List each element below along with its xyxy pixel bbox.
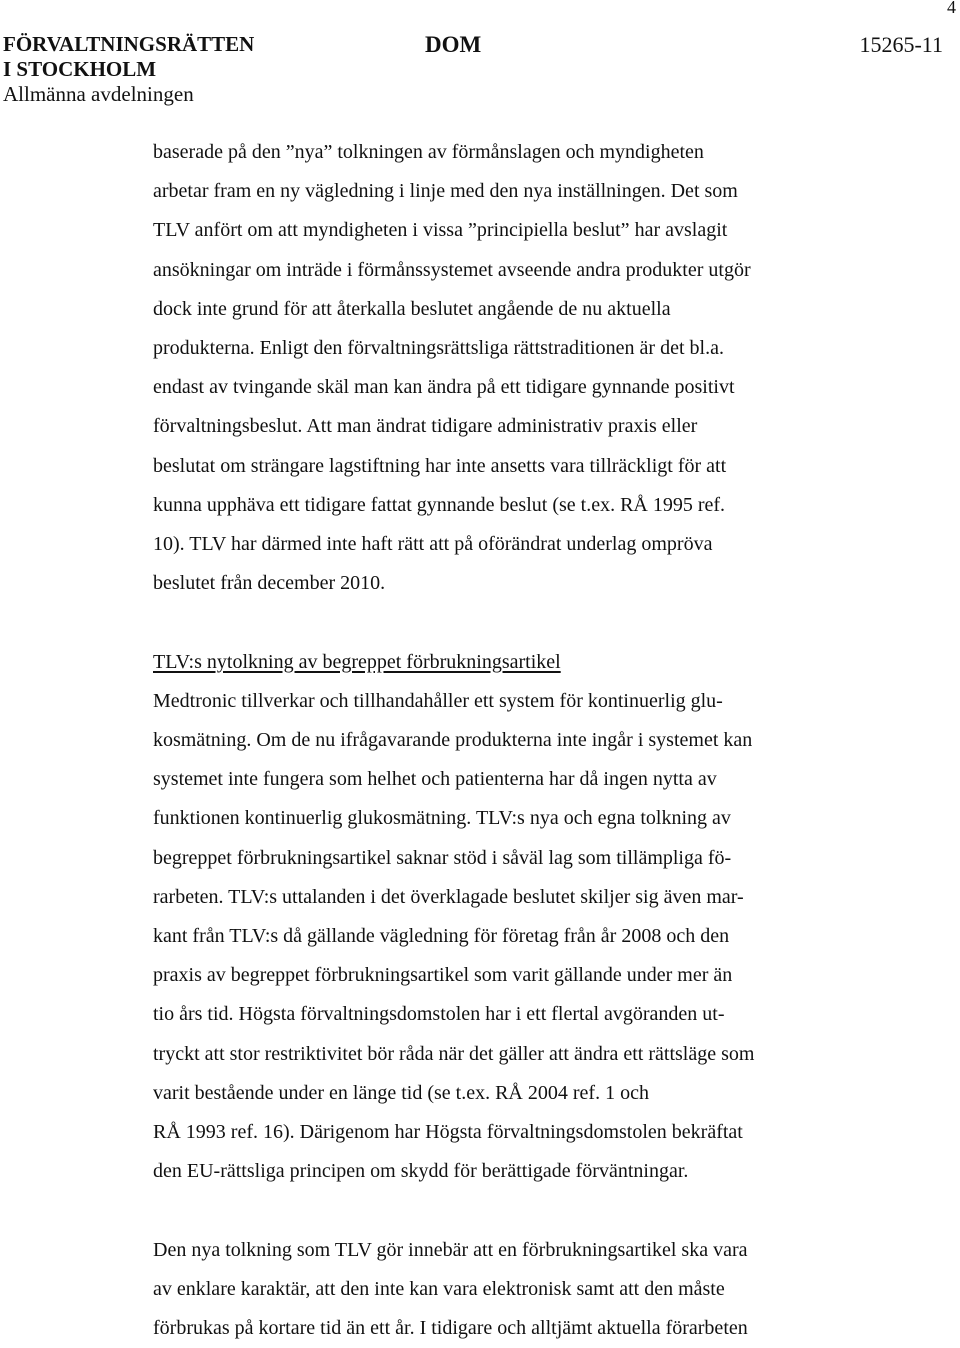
section-heading: TLV:s nytolkning av begreppet förbrukningsartikel bbox=[153, 650, 561, 673]
document-header bbox=[3, 32, 943, 112]
court-division: Allmänna avdelningen bbox=[3, 82, 194, 106]
case-number: 15265-11 bbox=[859, 32, 943, 57]
paragraph-3: Den nya tolkning som TLV gör innebär att en förbrukningsartikel ska vara av enklare karaktär, att den inte kan vara elektronisk samt att den måste förbrukas på kortare tid än ett år. I tidigare och alltjämt aktuella förarbeten bbox=[153, 1238, 748, 1340]
paragraph-spacer bbox=[153, 1191, 853, 1230]
document-type: DOM bbox=[425, 32, 482, 57]
court-block bbox=[3, 32, 254, 107]
court-name-line2: I STOCKHOLM bbox=[3, 57, 157, 81]
paragraph-2: Medtronic tillverkar och tillhandahåller ett system för kontinuerlig glu- kosmätning. Om de nu ifrågavarande produkterna inte ingår i systemet kan systemet inte fungera som helhet och patienterna har då ingen nytta av funktionen kontinuerlig glukosmätning. TLV:s nya och egna tolkning av begreppet förbrukningsartikel saknar stöd i såväl lag som tillämpliga fö- rarbeten. TLV:s uttalanden i det överklagade beslutet skiljer sig även mar- kant från TLV:s då gällande vägledning för företag från år 2008 och den praxis av begreppet förbrukningsartikel som varit gällande under mer än tio års tid. Högsta förvaltningsdomstolen har i ett flertal avgöranden ut- tryckt att stor restriktivitet bör råda när det gäller att ändra ett rättsläge som varit bestående under en länge tid (se t.ex. RÅ 2004 ref. 1 och RÅ 1993 ref. 16). Därigenom har Högsta förvaltningsdomstolen bekräftat den EU-rättsliga principen om skydd för berättigade förväntningar. bbox=[153, 689, 755, 1183]
court-name-line1: FÖRVALTNINGSRÄTTEN bbox=[3, 32, 255, 56]
document-body bbox=[153, 133, 853, 1348]
paragraph-spacer bbox=[153, 603, 853, 642]
paragraph-1: baserade på den ”nya” tolkningen av förmånslagen och myndigheten arbetar fram en ny vägledning i linje med den nya inställningen. Det som TLV anfört om att myndigheten i vissa ”principiella beslut” har avslagit ansökningar om inträde i förmånssystemet avseende andra produkter utgör dock inte grund för att återkalla beslutet angående de nu aktuella produkterna. Enligt den förvaltningsrättsliga rättstraditionen är det bl.a. endast av tvingande skäl man kan ändra på ett tidigare gynnande positivt förvaltningsbeslut. Att man ändrat tidigare administrativ praxis eller beslutat om strängare lagstiftning har inte ansetts vara tillräckligt för att kunna upphäva ett tidigare fattat gynnande beslut (se t.ex. RÅ 1995 ref. 10). TLV har därmed inte haft rätt att på oförändrat underlag ompröva beslutet från december 2010. bbox=[153, 141, 751, 595]
page-number: 4 bbox=[947, 0, 956, 17]
